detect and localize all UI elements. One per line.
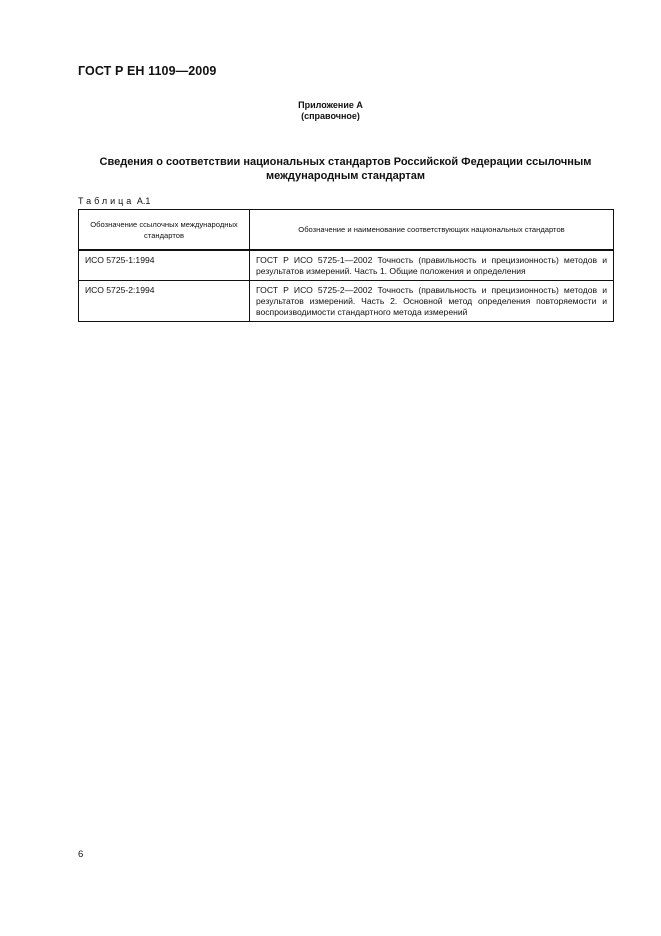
section-title-line-2: международным стандартам xyxy=(266,170,425,182)
section-title xyxy=(78,155,613,183)
table-caption-word: Таблица xyxy=(78,196,135,206)
standards-correspondence-table xyxy=(78,209,614,322)
column-header-national: Обозначение и наименование соответствующих национальных стандартов xyxy=(250,210,614,251)
annex-type: (справочное) xyxy=(301,111,360,121)
cell-national-standard: ГОСТ Р ИСО 5725-1—2002 Точность (правильность и прецизионность) методов и результатов измерений. Часть 1. Общие положения и определения xyxy=(250,250,614,281)
cell-international-standard: ИСО 5725-2:1994 xyxy=(79,281,250,322)
document-code-header: ГОСТ Р ЕН 1109—2009 xyxy=(78,64,217,78)
section-title-line-1: Сведения о соответствии национальных стандартов Российской Федерации ссылочным xyxy=(99,156,592,168)
cell-international-standard: ИСО 5725-1:1994 xyxy=(79,250,250,281)
column-header-international: Обозначение ссылочных международных стандартов xyxy=(79,210,250,251)
table-caption-number: А.1 xyxy=(136,196,151,206)
table-caption xyxy=(78,196,150,206)
cell-national-standard: ГОСТ Р ИСО 5725-2—2002 Точность (правильность и прецизионность) методов и результатов измерений. Часть 2. Основной метод определения повторяемости и воспроизводимости стандартного метода измерений xyxy=(250,281,614,322)
table-row xyxy=(79,281,614,322)
annex-heading xyxy=(0,100,661,122)
annex-title: Приложение А xyxy=(298,100,363,110)
table-row xyxy=(79,250,614,281)
page-number: 6 xyxy=(78,849,84,860)
table-header-row xyxy=(79,210,614,251)
